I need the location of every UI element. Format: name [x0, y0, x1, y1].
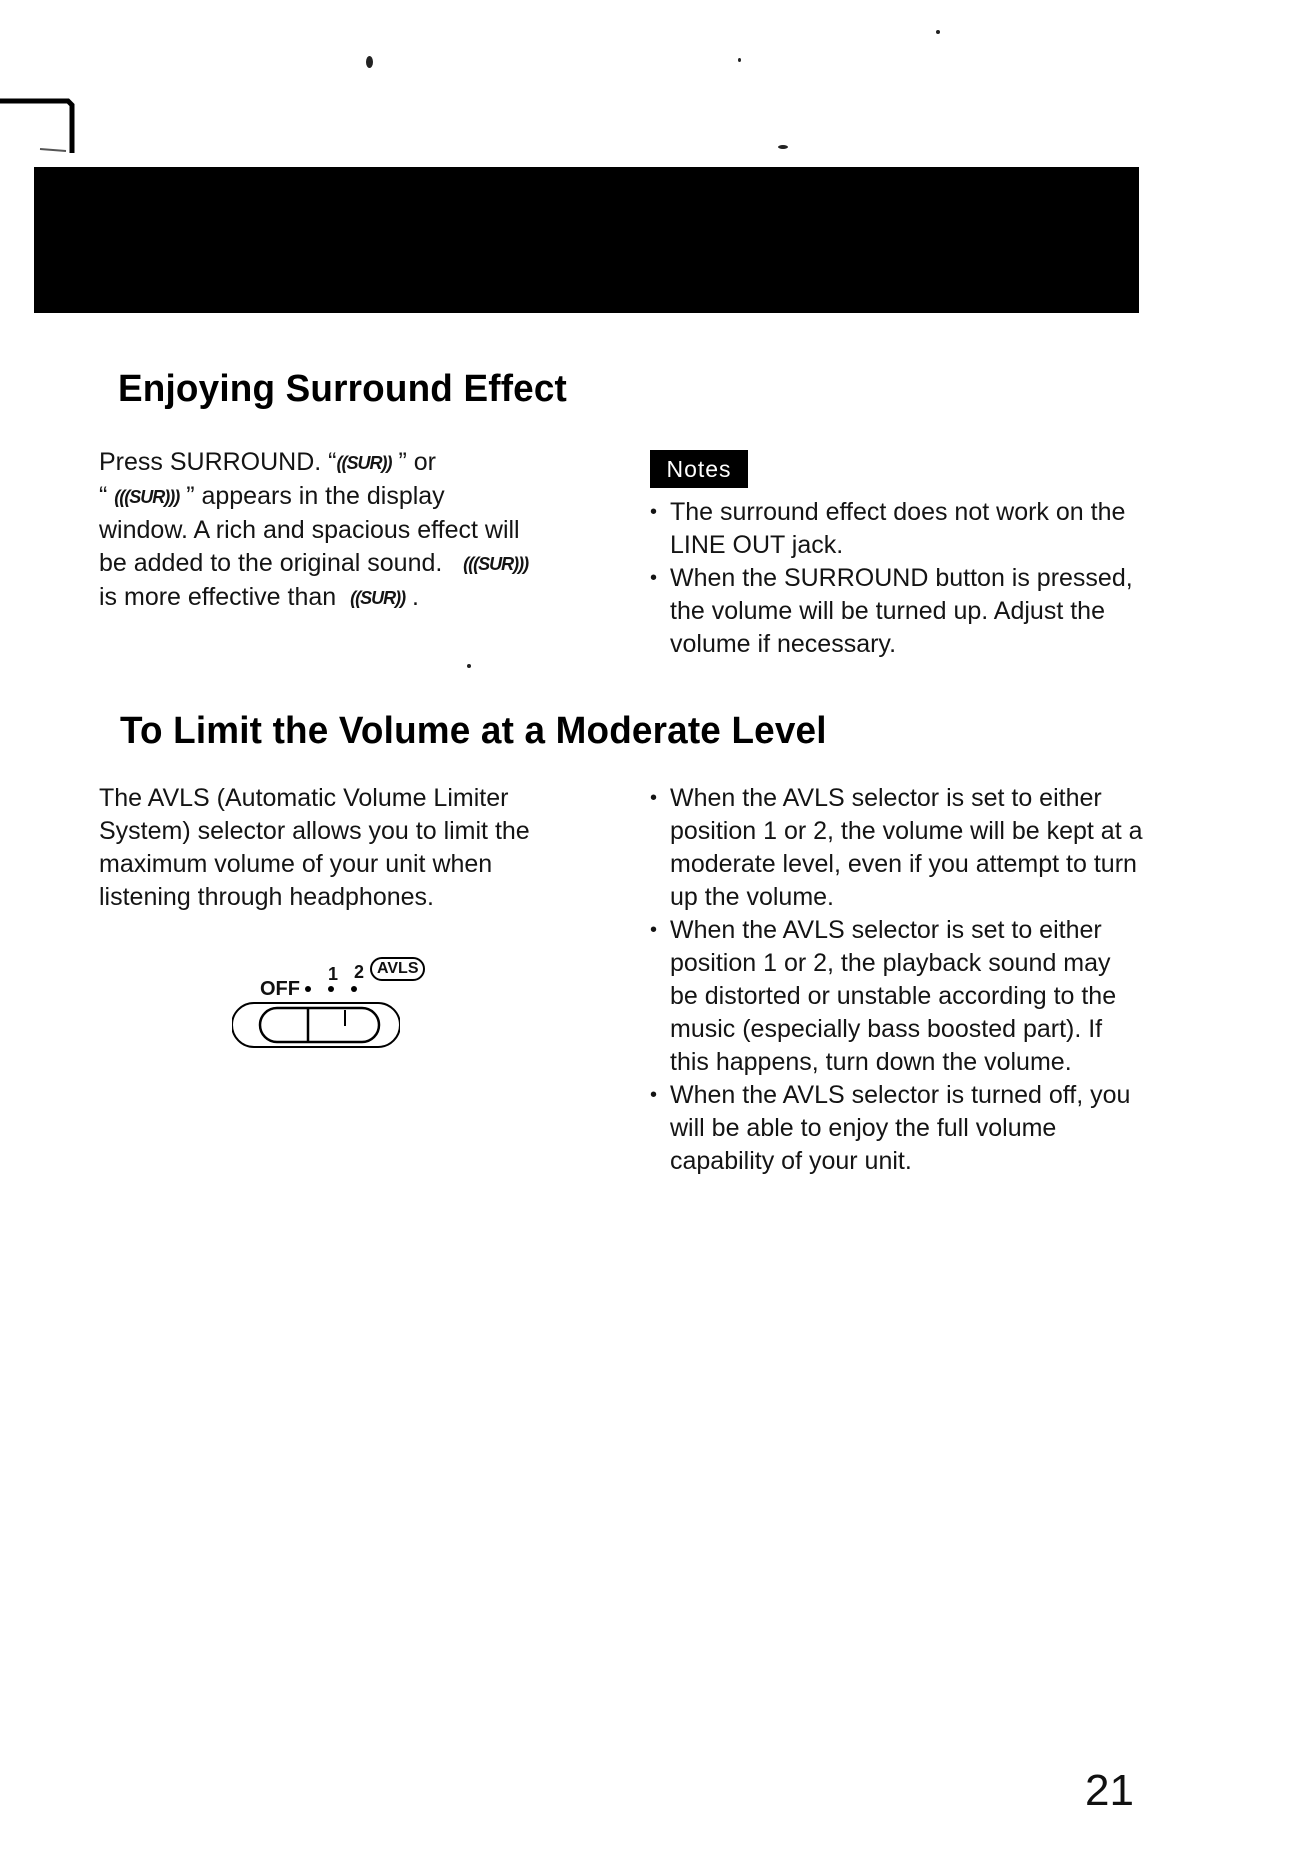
- slide-switch-icon: [232, 1000, 400, 1050]
- paragraph-line: [99, 446, 619, 480]
- scan-speck: [467, 664, 471, 668]
- paragraph-line: [99, 581, 619, 615]
- header-bar: [34, 167, 1139, 313]
- sur-wide-indicator-icon: (((SUR))): [114, 487, 180, 507]
- avls-badge: AVLS: [370, 957, 425, 981]
- scan-speck: [936, 30, 940, 34]
- section-title-surround: Enjoying Surround Effect: [118, 368, 568, 410]
- sur-wide-indicator-icon: (((SUR))): [463, 554, 529, 574]
- avls-note-item: • When the AVLS selector is set to either position 1 or 2, the playback sound may be distorted or unstable according to the music (especially bass boosted part). If this happens, turn down the volume.: [650, 914, 1145, 1079]
- switch-position-2-label: 2: [354, 962, 365, 982]
- paragraph-line: window. A rich and spacious effect will: [99, 516, 520, 544]
- sur-indicator-icon: ((SUR)): [350, 588, 406, 608]
- avls-switch-illustration: [232, 952, 462, 1052]
- avls-note-item: • When the AVLS selector is turned off, you will be able to enjoy the full volume capability of your unit.: [650, 1079, 1145, 1178]
- notes-list: [650, 496, 1140, 661]
- notes-label: Notes: [650, 450, 748, 488]
- scan-speck: [366, 56, 373, 68]
- text-fragment: Press SURROUND. “: [99, 448, 337, 476]
- avls-intro: The AVLS (Automatic Volume Limiter System) selector allows you to limit the maximum volume of your unit when listening through headphones.: [99, 784, 530, 911]
- note-item: • When the SURROUND button is pressed, the volume will be turned up. Adjust the volume if necessary.: [650, 562, 1140, 661]
- paragraph-line: [99, 547, 619, 581]
- corner-crop-mark: [0, 95, 80, 153]
- surround-paragraph: [99, 446, 619, 615]
- scan-speck: [738, 58, 741, 62]
- avls-note-item: • When the AVLS selector is set to either position 1 or 2, the volume will be kept at a moderate level, even if you attempt to turn up the volume.: [650, 782, 1145, 914]
- text-fragment: ” appears in the display: [186, 482, 445, 510]
- switch-dots: [304, 984, 364, 994]
- text-fragment: be added to the original sound.: [99, 549, 443, 577]
- section-title-avls: To Limit the Volume at a Moderate Level: [120, 710, 827, 752]
- text-fragment: is more effective than: [99, 583, 337, 611]
- avls-notes-list: [650, 782, 1145, 1178]
- note-item: • The surround effect does not work on the LINE OUT jack.: [650, 496, 1140, 562]
- page-number: 21: [1085, 1766, 1134, 1815]
- text-fragment: ” or: [398, 448, 436, 476]
- sur-indicator-icon: ((SUR)): [336, 453, 392, 473]
- switch-off-label: OFF: [260, 978, 300, 1000]
- scan-speck: [778, 145, 788, 149]
- text-fragment: “: [99, 482, 108, 510]
- text-fragment: .: [412, 583, 419, 611]
- paragraph-line: [99, 480, 619, 514]
- switch-position-1-label: 1: [328, 964, 339, 984]
